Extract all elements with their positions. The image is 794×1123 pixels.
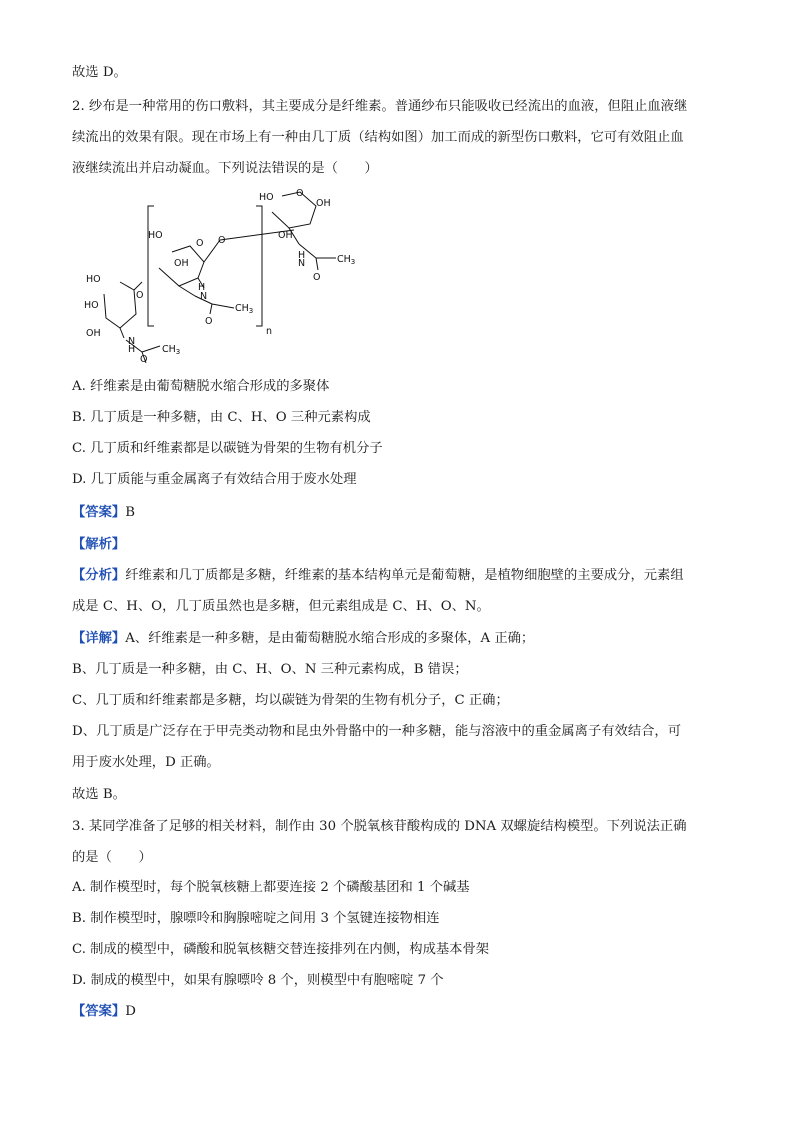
answer-value: D [125, 1004, 136, 1019]
q2-option-b: B. 几丁质是一种多糖，由 C、H、O 三种元素构成 [72, 410, 371, 425]
q2-fenxi-line-1 [72, 566, 684, 586]
amide-n-label: N [200, 291, 208, 302]
q2-answer [72, 503, 135, 523]
carbonyl-oxygen-label: O [205, 316, 213, 327]
carbonyl-oxygen-label: O [313, 272, 321, 283]
q2-analysis-tag [72, 535, 125, 555]
hydroxyl-label: OH [174, 258, 189, 269]
hydroxyl-label: HO [148, 230, 163, 241]
hydroxyl-label: OH [86, 328, 101, 339]
answer-value: B [125, 505, 135, 520]
q3-option-c: C. 制成的模型中，磷酸和脱氧核糖交替连接排列在内侧，构成基本骨架 [72, 942, 490, 957]
q2-option-c: C. 几丁质和纤维素都是以碳链为骨架的生物有机分子 [72, 441, 383, 456]
answer-tag: 【答案】 [72, 505, 126, 520]
q3-option-b: B. 制作模型时，腺嘌呤和胸腺嘧啶之间用 3 个氢键连接物相连 [72, 911, 440, 926]
q3-option-d: D. 制成的模型中，如果有腺嘌呤 8 个，则模型中有胞嘧啶 7 个 [72, 973, 444, 988]
q2-stem-line-3: 液继续流出并启动凝血。下列说法错误的是（ ） [72, 161, 378, 176]
q2-stem-line-1: 2. 纱布是一种常用的伤口敷料，其主要成分是纤维素。普通纱布只能吸收已经流出的血液，但阻止血液继 [72, 99, 688, 114]
answer-tag: 【答案】 [72, 1004, 126, 1019]
q2-xiangjie-line-3: C、几丁质和纤维素都是多糖，均以碳链为骨架的生物有机分子，C 正确； [72, 693, 509, 708]
q2-fenxi-line-2: 成是 C、H、O，几丁质虽然也是多糖，但元素组成是 C、H、O、N。 [72, 599, 490, 614]
q2-option-a: A. 纤维素是由葡萄糖脱水缩合形成的多聚体 [72, 379, 330, 394]
q2-stem-line-2: 续流出的效果有限。现在市场上有一种由几丁质（结构如图）加工而成的新型伤口敷料，它可有效阻止血 [72, 130, 684, 145]
amide-h-label: H [198, 282, 206, 293]
hydroxyl-label: HO [84, 300, 99, 311]
fenxi-tag: 【分析】 [72, 568, 126, 583]
amide-h-label: H [128, 344, 136, 355]
xiangjie-tag: 【详解】 [72, 631, 126, 646]
amide-n-label: N [128, 336, 136, 347]
q2-option-d: D. 几丁质能与重金属离子有效结合用于废水处理 [72, 472, 357, 487]
ring-oxygen-label: O [136, 290, 144, 301]
hydroxyl-label: HO [259, 192, 274, 203]
amide-h-label: H [298, 250, 306, 261]
q3-stem-line-1: 3. 某同学准备了足够的相关材料，制作由 30 个脱氧核苷酸构成的 DNA 双螺旋结构模型。下列说法正确 [72, 819, 687, 834]
ring-oxygen-label: O [196, 238, 204, 249]
analysis-tag: 【解析】 [72, 537, 126, 552]
q2-xiangjie-line-2: B、几丁质是一种多糖，由 C、H、O、N 三种元素构成，B 错误； [72, 662, 468, 677]
ring-oxygen-label: O [296, 188, 304, 199]
amide-n-label: N [298, 258, 306, 269]
methyl-label: $CH_3$ [337, 254, 356, 266]
hydroxyl-label: OH [278, 230, 293, 241]
xiangjie-text: A、纤维素是一种多糖，是由葡萄糖脱水缩合形成的多聚体，A 正确； [125, 631, 535, 646]
q2-conclusion: 故选 B。 [72, 787, 126, 802]
fenxi-text: 纤维素和几丁质都是多糖，纤维素的基本结构单元是葡萄糖，是植物细胞壁的主要成分，元素组 [125, 568, 684, 583]
carbonyl-oxygen-label: O [140, 354, 148, 364]
glycosidic-oxygen-label: O [218, 235, 226, 246]
q3-option-a: A. 制作模型时，每个脱氧核糖上都要连接 2 个磷酸基团和 1 个碱基 [72, 880, 470, 895]
q2-xiangjie-line-4: D、几丁质是广泛存在于甲壳类动物和昆虫外骨骼中的一种多糖，能与溶液中的重金属离子有效结合，可 [72, 724, 682, 739]
repeat-n-label: n [266, 326, 273, 337]
q2-xiangjie-line-1 [72, 629, 534, 649]
prev-conclusion: 故选 D。 [72, 65, 127, 80]
methyl-label: $CH_3$ [162, 344, 181, 356]
q3-stem-line-2: 的是（ ） [72, 850, 152, 865]
chitin-structure-diagram [84, 186, 384, 364]
hydroxyl-label: OH [316, 198, 331, 209]
hydroxyl-label: HO [86, 274, 101, 285]
q3-answer [72, 1002, 136, 1022]
methyl-label: $CH_3$ [235, 303, 254, 315]
q2-xiangjie-line-5: 用于废水处理，D 正确。 [72, 755, 220, 770]
